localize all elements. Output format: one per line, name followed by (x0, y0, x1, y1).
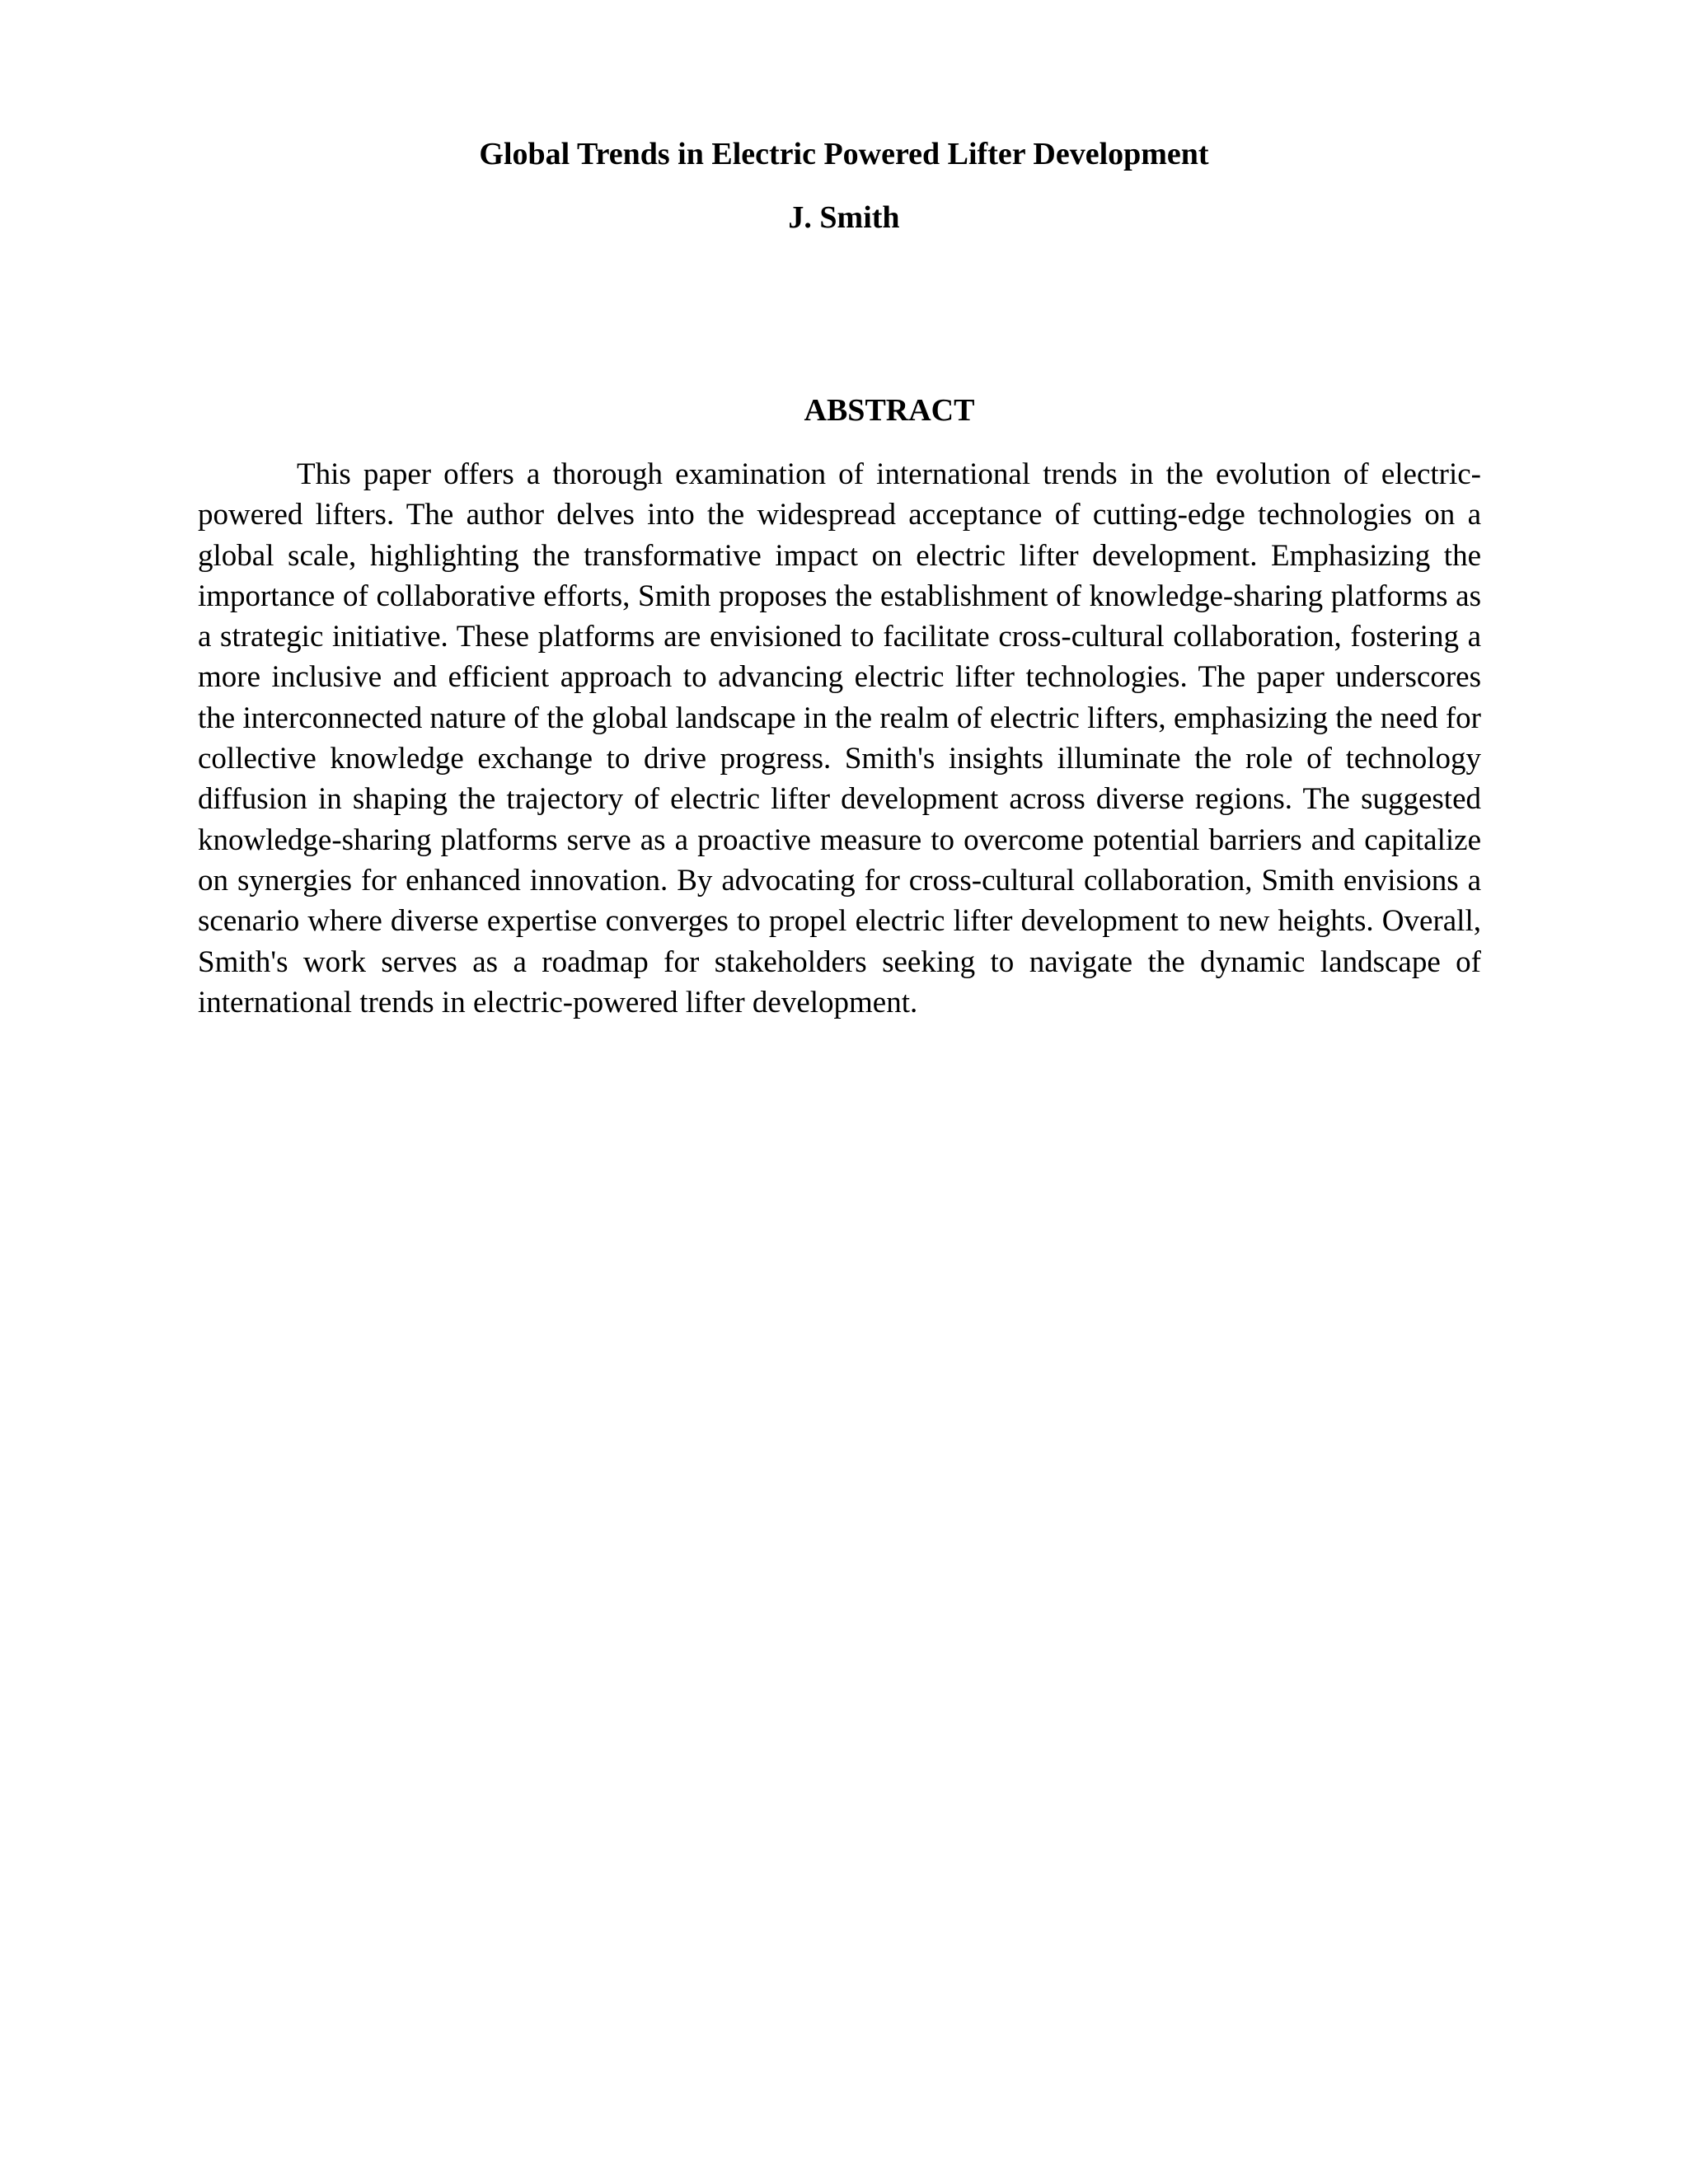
abstract-heading: ABSTRACT (804, 393, 975, 428)
paper-title: Global Trends in Electric Powered Lifter Development (479, 137, 1209, 171)
paper-author: J. Smith (788, 200, 900, 235)
abstract-body: This paper offers a thorough examination of international trends in the evolution of electric-powered lifters. The author delves into the widespread acceptance of cutting-edge technologies on a global scale, highlighting the transformative impact on electric lifter development. Emphasizing the importance of collaborative efforts, Smith proposes the establishment of knowledge-sharing platforms as a strategic initiative. These platforms are envisioned to facilitate cross-cultural collaboration, fostering a more inclusive and efficient approach to advancing electric lifter technologies. The paper underscores the interconnected nature of the global landscape in the realm of electric lifters, emphasizing the need for collective knowledge exchange to drive progress. Smith's insights illuminate the role of technology diffusion in shaping the trajectory of electric lifter development across diverse regions. The suggested knowledge-sharing platforms serve as a proactive measure to overcome potential barriers and capitalize on synergies for enhanced innovation. By advocating for cross-cultural collaboration, Smith envisions a scenario where diverse expertise converges to propel electric lifter development to new heights. Overall, Smith's work serves as a roadmap for stakeholders seeking to navigate the dynamic landscape of international trends in electric-powered lifter development. (198, 457, 1481, 1019)
